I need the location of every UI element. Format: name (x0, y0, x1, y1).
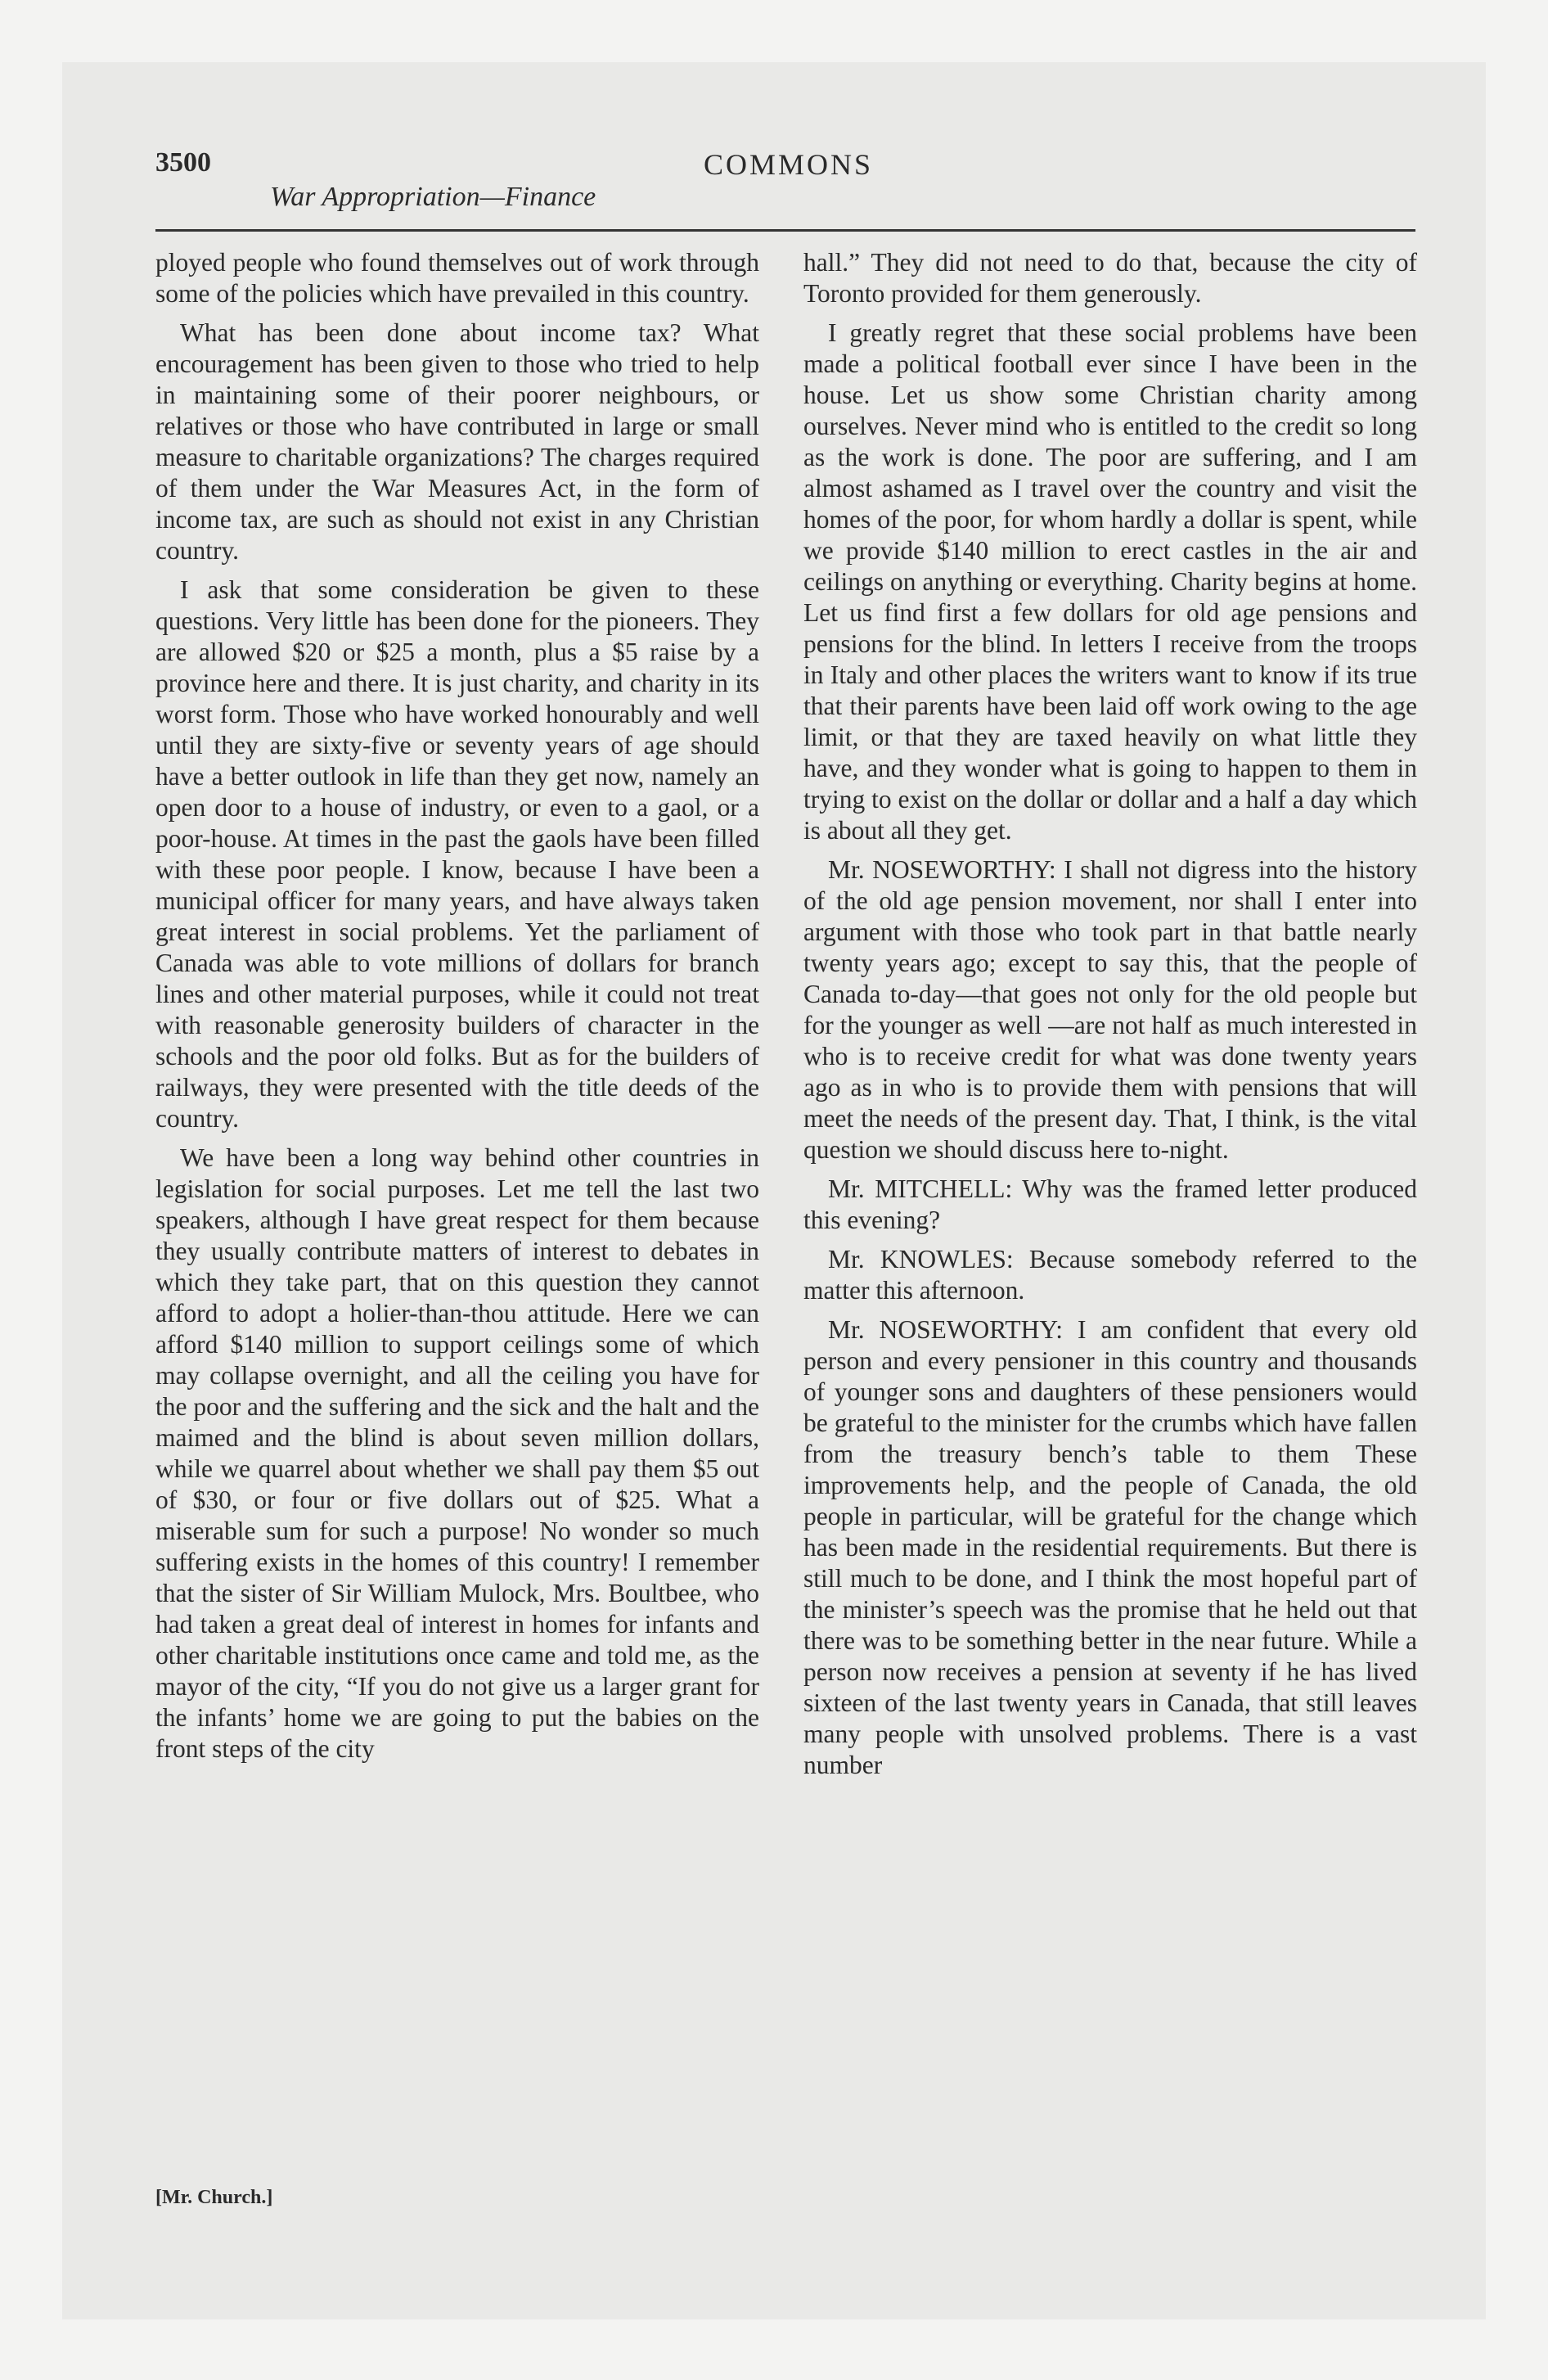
paragraph: I ask that some consideration be given to these questions. Very little has been done for the pioneers. They are allowed $20 or $25 a month, plus a $5 raise by a province here and there. It is just charity, and charity in its worst form. Those who have worked honourably and well until they are sixty-five or seventy years of age should have a better outlook in life than they get now, namely an open door to a house of industry, or even to a gaol, or a poor-house. At times in the past the gaols have been filled with these poor people. I know, because I have been a municipal officer for many years, and have always taken great interest in social problems. Yet the parliament of Canada was able to vote millions of dollars for branch lines and other material purposes, while it could not treat with reasonable generosity builders of character in the schools and the poor old folks. But as for the builders of railways, they were presented with the title deeds of the country. (155, 575, 759, 1133)
paragraph: Mr. KNOWLES: Because somebody referred to the matter this afternoon. (803, 1245, 1417, 1305)
section-title: War Appropriation—Finance (270, 182, 596, 212)
paragraph: Mr. NOSEWORTHY: I am confident that every old person and every pensioner in this country and thousands of younger sons and daughters of these pensioners would be grateful to the minister for the crumbs which have fallen from the treasury bench’s table to them These improvements help, and the people of Canada, the old people in particular, will be grateful for the change which has been made in the residential requirements. But there is still much to be done, and I think the most hopeful part of the minister’s speech was the promise that he held out that there was to be something better in the near future. While a person now receives a pension at seventy if he has lived sixteen of the last twenty years in Canada, that still leaves many people with unsolved problems. There is a vast number (803, 1315, 1417, 1779)
paragraph: ployed people who found themselves out of work through some of the policies which have prevailed in this country. (155, 248, 759, 308)
right-column (803, 247, 1417, 1789)
paragraph: hall.” They did not need to do that, because the city of Toronto provided for them generously. (803, 248, 1417, 308)
header-rule (155, 229, 1415, 232)
paragraph: We have been a long way behind other countries in legislation for social purposes. Let me tell the last two speakers, although I have great respect for them because they usually contribute matters of interest to debates in which they take part, that on this question they cannot afford to adopt a holier-than-thou attitude. Here we can afford $140 million to support ceilings some of which may collapse overnight, and all the ceiling you have for the poor and the suffering and the sick and the halt and the maimed and the blind is about seven million dollars, while we quarrel about whether we shall pay them $5 out of $30, or four or five dollars out of $25. What a miserable sum for such a purpose! No wonder so much suffering exists in the homes of this country! I remember that the sister of Sir William Mulock, Mrs. Boultbee, who had taken a great deal of interest in homes for infants and other charitable institutions once came and told me, as the mayor of the city, “If you do not give us a larger grant for the infants’ home we are going to put the babies on the front steps of the city (155, 1143, 759, 1763)
left-column (155, 247, 759, 1773)
paragraph: Mr. NOSEWORTHY: I shall not digress into the history of the old age pension movement, nor shall I enter into argument with those who took part in that battle nearly twenty years ago; except to say this, that the people of Canada to-day—that goes not only for the old people but for the younger as well —are not half as much interested in who is to receive credit for what was done twenty years ago as in who is to provide them with pensions that will meet the needs of the present day. That, I think, is the vital question we should discuss here to-night. (803, 855, 1417, 1164)
page-number: 3500 (155, 147, 211, 178)
paragraph: I greatly regret that these social problems have been made a political football ever since I have been in the house. Let us show some Christian charity among ourselves. Never mind who is entitled to the credit so long as the work is done. The poor are suffering, and I am almost ashamed as I travel over the country and visit the homes of the poor, for whom hardly a dollar is spent, while we provide $140 million to erect castles in the air and ceilings on anything or everything. Charity begins at home. Let us find first a few dollars for old age pensions and pensions for the blind. In letters I receive from the troops in Italy and other places the writers want to know if its true that their parents have been laid off work owing to the age limit, or that they are taxed heavily on what little they have, and they wonder what is going to happen to them in trying to exist on the dollar or dollar and a half a day which is about all they get. (803, 318, 1417, 845)
paragraph: Mr. MITCHELL: Why was the framed letter produced this evening? (803, 1174, 1417, 1234)
page-header (155, 147, 1415, 221)
speaker-reference: [Mr. Church.] (155, 2187, 273, 2208)
paragraph: What has been done about income tax? What encouragement has been given to those who tried to help in maintaining some of their poorer neighbours, or relatives or those who have contributed in large or small measure to charitable organizations? The charges required of them under the War Measures Act, in the form of income tax, are such as should not exist in any Christian country. (155, 318, 759, 565)
journal-title: COMMONS (704, 148, 874, 181)
